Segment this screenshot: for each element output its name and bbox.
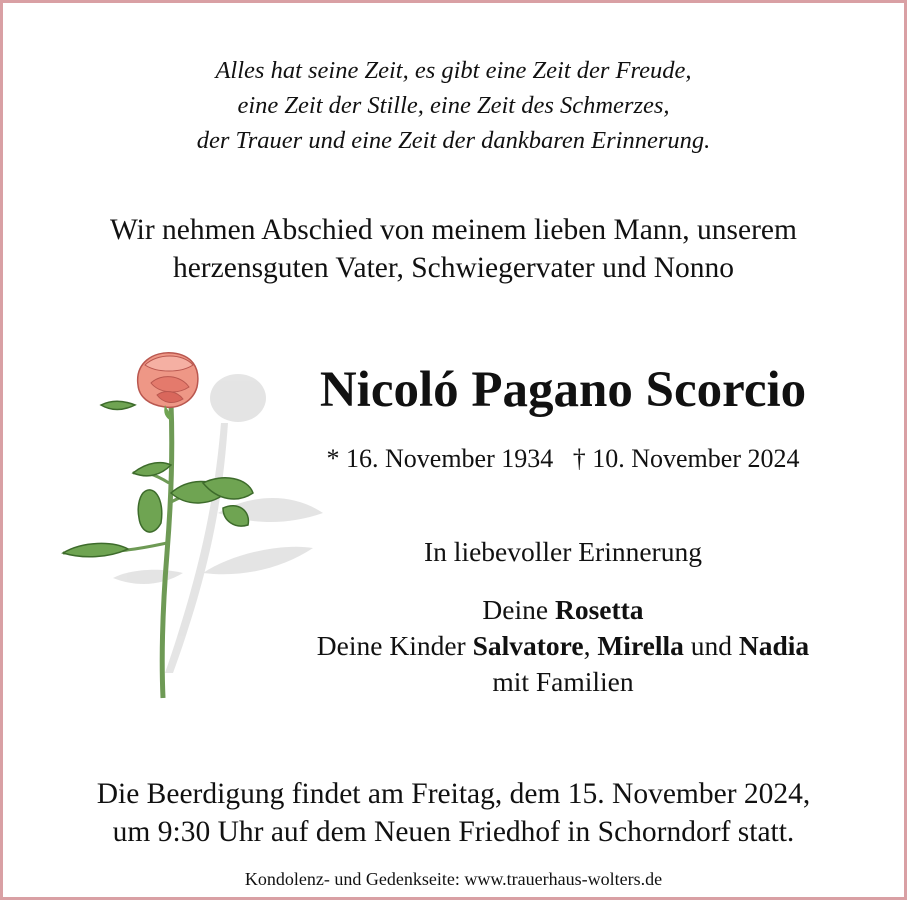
mourner-line-1: [273, 592, 853, 628]
separator: und: [683, 630, 739, 661]
child-name: Salvatore: [472, 630, 584, 661]
life-dates: * 16. November 1934 † 10. November 2024: [326, 444, 800, 473]
funeral-info: [3, 775, 904, 851]
mourner-line-2: [273, 628, 853, 664]
mourners: [273, 592, 853, 700]
funeral-line-2: um 9:30 Uhr auf dem Neuen Friedhof in Schorndorf statt.: [112, 816, 795, 848]
child-name: Mirella: [597, 630, 684, 661]
mourner-line-3: mit Familien: [492, 666, 634, 697]
intro-line-2: herzensguten Vater, Schwiegervater und Nonno: [172, 252, 735, 284]
separator: ,: [583, 630, 598, 661]
condolence-footer: Kondolenz- und Gedenkseite: www.trauerhaus-wolters.de: [244, 869, 663, 889]
wife-name: Rosetta: [554, 594, 644, 625]
poem: [3, 53, 904, 158]
funeral-line-1: Die Beerdigung findet am Freitag, dem 15. November 2024,: [96, 778, 811, 810]
intro-line-1: Wir nehmen Abschied von meinem lieben Mann, unserem: [110, 214, 797, 246]
children-prefix: Deine Kinder: [316, 630, 473, 661]
poem-line-3: der Trauer und eine Zeit der dankbaren Erinnerung.: [196, 127, 711, 154]
farewell-intro: [3, 211, 904, 287]
poem-line-2: eine Zeit der Stille, eine Zeit des Schmerzes,: [237, 92, 670, 119]
deceased-name: Nicoló Pagano Scorcio: [319, 362, 807, 418]
rose-stem: [162, 403, 172, 698]
mourner-prefix: Deine: [482, 594, 555, 625]
memory-line: In liebevoller Erinnerung: [424, 536, 702, 567]
rose-blossom: [138, 353, 198, 421]
child-name: Nadia: [738, 630, 810, 661]
poem-line-1: Alles hat seine Zeit, es gibt eine Zeit der Freude,: [215, 57, 692, 84]
